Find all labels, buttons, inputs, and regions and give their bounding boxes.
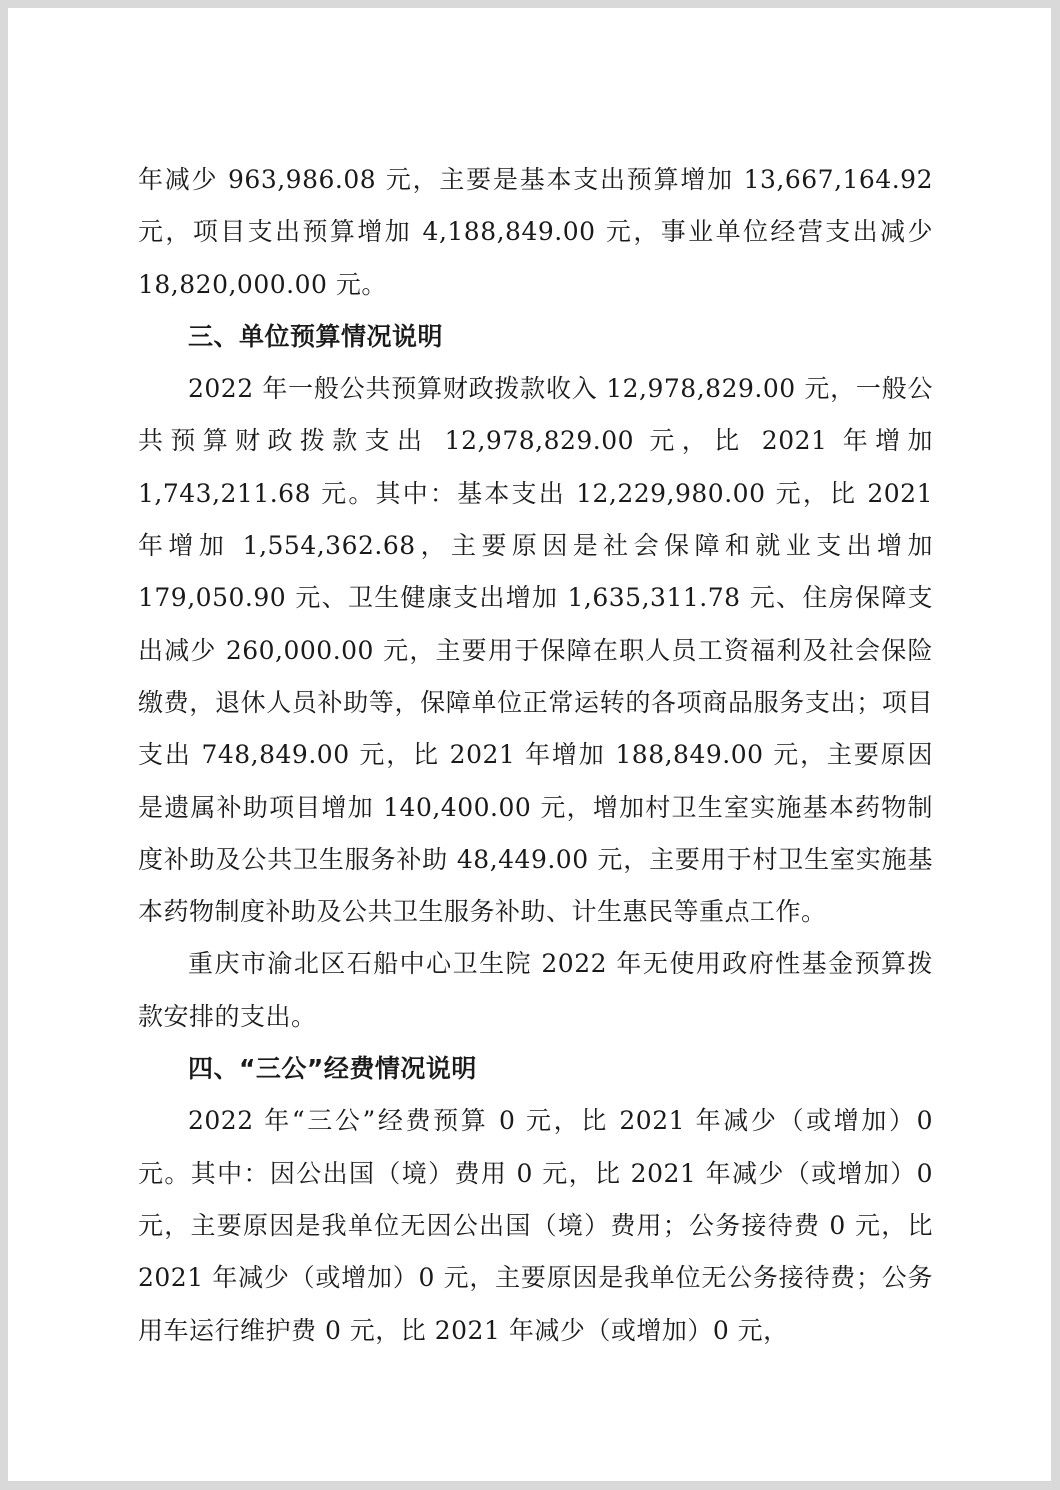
continuation-paragraph: 年减少 963,986.08 元，主要是基本支出预算增加 13,667,164.92 元，项目支出预算增加 4,188,849.00 元，事业单位经营支出减少 18,820,000.00 元。 <box>138 165 933 299</box>
document-body <box>138 154 933 1357</box>
document-page <box>8 8 1051 1481</box>
section-heading-unit-budget: 三、单位预算情况说明 <box>188 321 444 351</box>
paragraph-three-public-expenses: 2022 年“三公”经费预算 0 元，比 2021 年减少（或增加）0 元。其中：因公出国（境）费用 0 元，比 2021 年减少（或增加）0 元，主要原因是我单位无因公出国（境）费用；公务接待费 0 元，比 2021 年减少（或增加）0 元，主要原因是我单位无公务接待费；公务用车运行维护费 0 元，比 2021 年减少（或增加）0 元， <box>138 1106 933 1345</box>
paragraph-general-budget: 2022 年一般公共预算财政拨款收入 12,978,829.00 元，一般公共预算财政拨款支出 12,978,829.00 元，比 2021 年增加 1,743,211.68 元。其中：基本支出 12,229,980.00 元，比 2021 年增加 1,554,362.68，主要原因是社会保障和就业支出增加 179,050.90 元、卫生健康支出增加 1,635,311.78 元、住房保障支出减少 260,000.00 元，主要用于保障在职人员工资福利及社会保险缴费，退休人员补助等，保障单位正常运转的各项商品服务支出；项目支出 748,849.00 元，比 2021 年增加 188,849.00 元，主要原因是遗属补助项目增加 140,400.00 元，增加村卫生室实施基本药物制度补助及公共卫生服务补助 48,449.00 元，主要用于村卫生室实施基本药物制度补助及公共卫生服务补助、计生惠民等重点工作。 <box>138 374 933 927</box>
section-heading-three-public-expenses: 四、“三公”经费情况说明 <box>188 1054 477 1084</box>
paragraph-government-fund: 重庆市渝北区石船中心卫生院 2022 年无使用政府性基金预算拨款安排的支出。 <box>138 949 933 1031</box>
